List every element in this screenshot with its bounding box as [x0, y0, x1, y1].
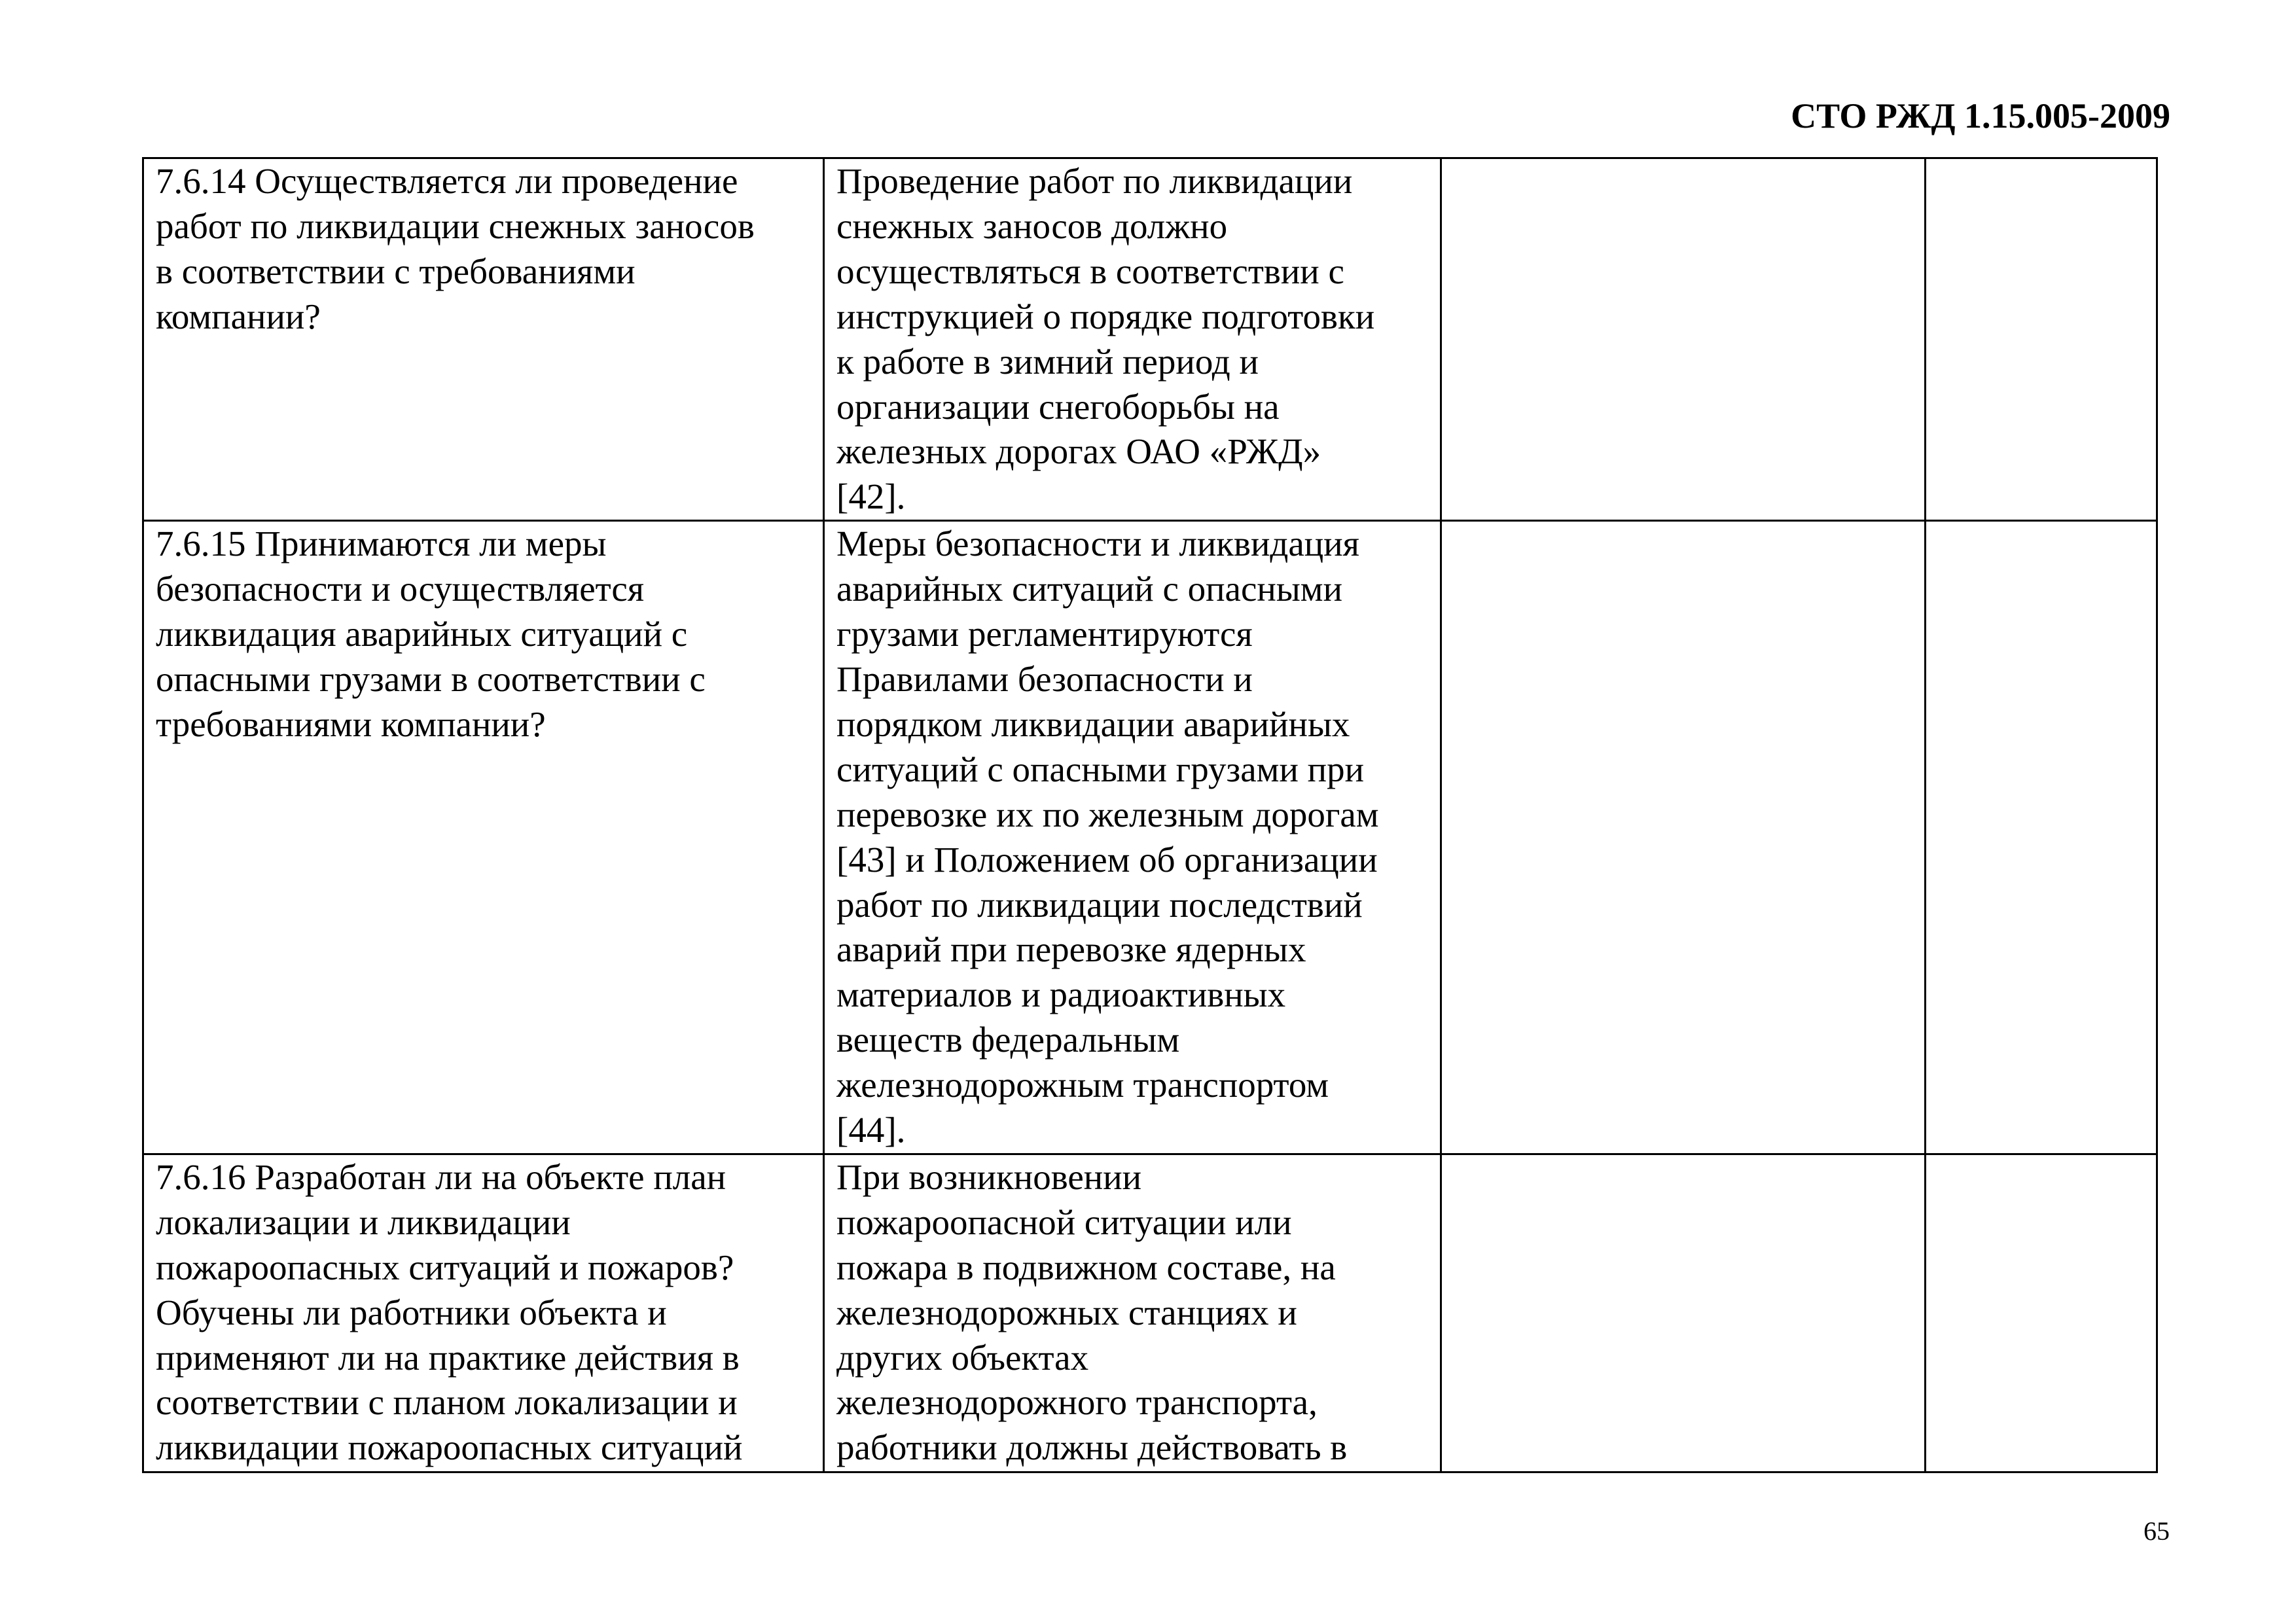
- question-text: 7.6.15 Принимаются ли меры безопасности и осуществляется ликвидация аварийных ситуаций с опасными грузами в соответствии с требованиями компании?: [156, 524, 706, 744]
- assessment-cell: [1441, 158, 1926, 521]
- checklist-table: [142, 157, 2158, 1473]
- requirement-text: При возникновении пожароопасной ситуации или пожара в подвижном составе, на железнодорожных станциях и других объектах железнодорожного транспорта, работники должны действовать в: [836, 1156, 1348, 1468]
- question-cell: [143, 1154, 824, 1472]
- page-number: 65: [2144, 1516, 2170, 1546]
- question-cell: [143, 521, 824, 1154]
- note-cell: [1926, 521, 2157, 1154]
- table-row: [143, 1154, 2157, 1472]
- question-text: 7.6.16 Разработан ли на объекте план локализации и ликвидации пожароопасных ситуаций и пожаров? Обучены ли работники объекта и применяют ли на практике действия в соответствии с планом локализации и ликвидации пожароопасных ситуаций: [156, 1156, 743, 1468]
- note-cell: [1926, 158, 2157, 521]
- requirement-text: Меры безопасности и ликвидация аварийных ситуаций с опасными грузами регламентируются Правилами безопасности и порядком ликвидации аварийных ситуаций с опасными грузами при перевозке их по железным дорогам [43] и Положением об организации работ по ликвидации последствий аварий при перевозке ядерных материалов и радиоактивных веществ федеральным железнодорожным транспортом [44].: [836, 524, 1379, 1150]
- question-cell: [143, 158, 824, 521]
- assessment-cell: [1441, 521, 1926, 1154]
- requirement-cell: [824, 521, 1441, 1154]
- document-code: СТО РЖД 1.15.005-2009: [1791, 96, 2170, 135]
- table-row: [143, 521, 2157, 1154]
- table-row: [143, 158, 2157, 521]
- requirement-text: Проведение работ по ликвидации снежных заносов должно осуществляться в соответствии с инструкцией о порядке подготовки к работе в зимний период и организации снегоборьбы на железных дорогах ОАО «РЖД» [42].: [836, 161, 1375, 517]
- requirement-cell: [824, 158, 1441, 521]
- assessment-cell: [1441, 1154, 1926, 1472]
- requirement-cell: [824, 1154, 1441, 1472]
- question-text: 7.6.14 Осуществляется ли проведение работ по ликвидации снежных заносов в соответствии с требованиями компании?: [156, 161, 755, 336]
- note-cell: [1926, 1154, 2157, 1472]
